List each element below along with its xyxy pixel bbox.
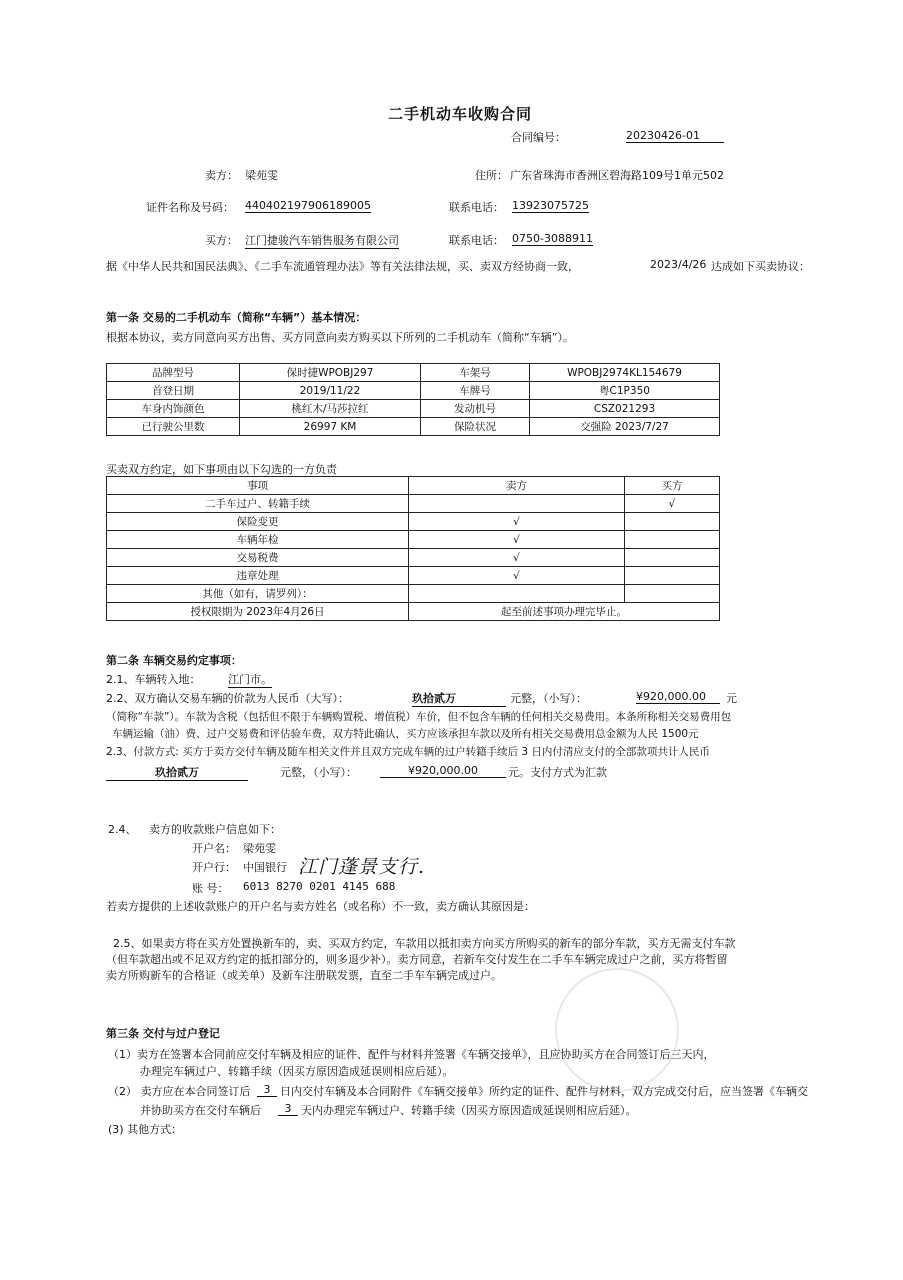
checkmark-seller <box>409 585 625 603</box>
table-cell-item: 二手车过户、转籍手续 <box>107 495 409 513</box>
price-chinese: 玖拾贰万 <box>412 690 506 707</box>
responsibility-table <box>106 476 720 621</box>
faint-stamp-mark <box>555 968 679 1092</box>
clause-3-2-b: 日内交付车辆及本合同附件《车辆交接单》所约定的证件、配件与材料，双方完成交付后，应当签署《车辆交 <box>280 1085 808 1098</box>
clause-2-5-line2: （但车款超出或不足双方约定的抵扣部分的，则多退少补）。卖方同意，若新车交付发生在二手车车辆完成过户之前，买方将暂留 <box>106 953 728 966</box>
header-buyer: 买方 <box>625 477 720 495</box>
table-cell-key: 保险状况 <box>421 418 530 436</box>
article1-text: 根据本协议，卖方同意向买方出售、买方同意向卖方购买以下所列的二手机动车（简称“车辆”）。 <box>106 331 574 344</box>
intro-text: 据《中华人民共和国民法典》、《二手车流通管理办法》等有关法律法规，买、卖双方经协商一致， <box>106 260 579 273</box>
table-cell-key: 发动机号 <box>421 400 530 418</box>
checkmark-seller: √ <box>409 513 625 531</box>
authorization-until: 起至前述事项办理完毕止。 <box>409 603 720 621</box>
payment-chinese: 玖拾贰万 <box>106 764 248 781</box>
article3-title: 第三条 交付与过户登记 <box>106 1027 220 1040</box>
table-cell-item: 其他（如有，请罗列）： <box>107 585 409 603</box>
table-cell-item: 车辆年检 <box>107 531 409 549</box>
table-row <box>107 364 720 382</box>
clause-3-2-d: 天内办理完车辆过户、转籍手续（因买方原因造成延误则相应后延）。 <box>301 1104 637 1117</box>
checkmark-buyer <box>625 585 720 603</box>
table-row <box>107 495 720 513</box>
clause-3-2-a: （2） 卖方应在本合同签订后 <box>108 1085 251 1098</box>
price-mid: 元整，（小写）： <box>510 692 587 705</box>
checkmark-seller <box>409 495 625 513</box>
handwritten-branch: 江门蓬景支行. <box>298 856 426 878</box>
clause-2-2-line3: 车辆运输（油）费、过户交易费和评估验车费，双方特此确认，买方应该承担车款以及所有相关交易费用总金额为人民 1500元 <box>112 728 699 740</box>
clause-2-4-note: 若卖方提供的上述收款账户的开户名与卖方姓名（或名称）不一致，卖方确认其原因是： <box>106 900 535 913</box>
seller-phone: 13923075725 <box>512 199 589 212</box>
table-cell-value: 粤C1P350 <box>530 382 720 400</box>
table-cell-key: 车身内饰颜色 <box>107 400 240 418</box>
transfer-days: 3 <box>278 1102 298 1116</box>
table-row <box>107 382 720 400</box>
clause-2-5-line3: 卖方所购新车的合格证（或关单）及新车注册联发票，直至二手车车辆完成过户。 <box>106 969 502 982</box>
seller-name: 梁苑雯 <box>245 169 278 182</box>
checkmark-seller: √ <box>409 549 625 567</box>
table-cell-value: 桃红木/马莎拉红 <box>240 400 421 418</box>
buyer-phone-label: 联系电话： <box>449 234 504 247</box>
payment-mid: 元整，（小写）： <box>280 766 357 779</box>
clause-3-1-line2: 办理完车辆过户、转籍手续（因买方原因造成延误则相应后延）。 <box>140 1065 454 1078</box>
table-row <box>107 567 720 585</box>
clause-2-5-line1: 2.5、如果卖方将在买方处置换新车的，卖、买双方约定，车款用以抵扣卖方向买方所购买的新车的部分车款，买方无需支付车款 <box>113 937 736 950</box>
clause-2-2-label: 2.2、双方确认交易车辆的价款为人民币（大写）： <box>106 692 349 705</box>
delivery-days: 3 <box>257 1083 277 1097</box>
table-row <box>107 603 720 621</box>
table-cell-value: 26997 KM <box>240 418 421 436</box>
clause-2-2-line2: （简称“车款”）。车款为含税（包括但不限于车辆购置税、增值税）车价，但不包含车辆的任何相关交易费用。本条所称相关交易费用包 <box>106 711 732 723</box>
seller-address: 广东省珠海市香洲区碧海路109号1单元502 <box>510 169 724 182</box>
checkmark-seller: √ <box>409 567 625 585</box>
table-cell-value: CSZ021293 <box>530 400 720 418</box>
table-row <box>107 418 720 436</box>
table-row <box>107 531 720 549</box>
table-row <box>107 513 720 531</box>
address-label: 住所： <box>475 169 508 182</box>
contract-no-label: 合同编号： <box>511 131 566 144</box>
clause-2-4-text: 卖方的收款账户信息如下： <box>149 823 281 836</box>
checkmark-buyer: √ <box>625 495 720 513</box>
clause-2-4-label: 2.4、 <box>108 823 137 836</box>
table-cell-value: 交强险 2023/7/27 <box>530 418 720 436</box>
table-cell-value: 保时捷WPOBJ297 <box>240 364 421 382</box>
checkmark-buyer <box>625 549 720 567</box>
table-row <box>107 400 720 418</box>
payment-numeric: ¥920,000.00 <box>380 764 506 778</box>
price-yuan: 元 <box>726 692 737 705</box>
table-header-row <box>107 477 720 495</box>
clause-3-1-line1: （1）卖方在签署本合同前应交付车辆及相应的证件、配件与材料并签署《车辆交接单》，且应协助买方在合同签订后三天内， <box>108 1048 715 1061</box>
table-cell-key: 车架号 <box>421 364 530 382</box>
table-row <box>107 549 720 567</box>
article2-title: 第二条 车辆交易约定事项： <box>106 654 242 667</box>
contract-no: 20230426-01 <box>626 129 724 143</box>
table-cell-item: 违章处理 <box>107 567 409 585</box>
table-cell-key: 品牌型号 <box>107 364 240 382</box>
id-label: 证件名称及号码： <box>146 201 234 214</box>
clause-2-1-value: 江门市。 <box>228 673 272 686</box>
table-cell-key: 首登日期 <box>107 382 240 400</box>
table-cell-item: 保险变更 <box>107 513 409 531</box>
responsibility-intro: 买卖双方约定，如下事项由以下勾选的一方负责 <box>106 463 337 476</box>
table-row <box>107 585 720 603</box>
contract-title: 二手机动车收购合同 <box>388 105 533 123</box>
article1-title: 第一条 交易的二手机动车（简称“车辆”）基本情况： <box>106 311 367 324</box>
seller-id-no: 440402197906189005 <box>245 199 371 212</box>
seller-label: 卖方： <box>205 169 238 182</box>
buyer-phone: 0750-3088911 <box>512 232 593 245</box>
table-cell-value: 2019/11/22 <box>240 382 421 400</box>
header-item: 事项 <box>107 477 409 495</box>
table-cell-key: 车牌号 <box>421 382 530 400</box>
vehicle-info-table <box>106 363 720 436</box>
price-numeric: ¥920,000.00 <box>636 690 720 704</box>
checkmark-buyer <box>625 531 720 549</box>
account-bank: 中国银行 <box>243 861 287 874</box>
table-cell-key: 已行驶公里数 <box>107 418 240 436</box>
clause-3-3: (3) 其他方式： <box>108 1123 183 1136</box>
account-bank-label: 开户行： <box>192 861 236 874</box>
table-cell-value: WPOBJ2974KL154679 <box>530 364 720 382</box>
account-no: 6013 8270 0201 4145 688 <box>243 880 396 893</box>
clause-3-2-c: 并协助买方在交付车辆后 <box>140 1104 261 1117</box>
payment-tail: 元。支付方式为汇款 <box>508 766 607 779</box>
intro-date: 2023/4/26 <box>650 258 707 271</box>
table-cell-item: 交易税费 <box>107 549 409 567</box>
header-seller: 卖方 <box>409 477 625 495</box>
authorization-period: 授权限期为 2023年4月26日 <box>107 603 409 621</box>
intro-tail: 达成如下买卖协议： <box>711 260 810 273</box>
clause-2-1-label: 2.1、车辆转入地： <box>106 673 201 686</box>
checkmark-buyer <box>625 513 720 531</box>
account-name-label: 开户名： <box>192 842 236 855</box>
account-name: 梁苑雯 <box>243 842 276 855</box>
checkmark-seller: √ <box>409 531 625 549</box>
seller-phone-label: 联系电话： <box>449 201 504 214</box>
buyer-label: 买方： <box>205 234 238 247</box>
checkmark-buyer <box>625 567 720 585</box>
buyer-name: 江门捷骏汽车销售服务有限公司 <box>245 234 399 247</box>
account-no-label: 账 号： <box>192 882 229 895</box>
clause-2-3-line1: 2.3、付款方式: 买方于卖方交付车辆及随车相关文件并且双方完成车辆的过户转籍手续后 3 日内付清应支付的全部款项共计人民币 <box>106 746 710 758</box>
